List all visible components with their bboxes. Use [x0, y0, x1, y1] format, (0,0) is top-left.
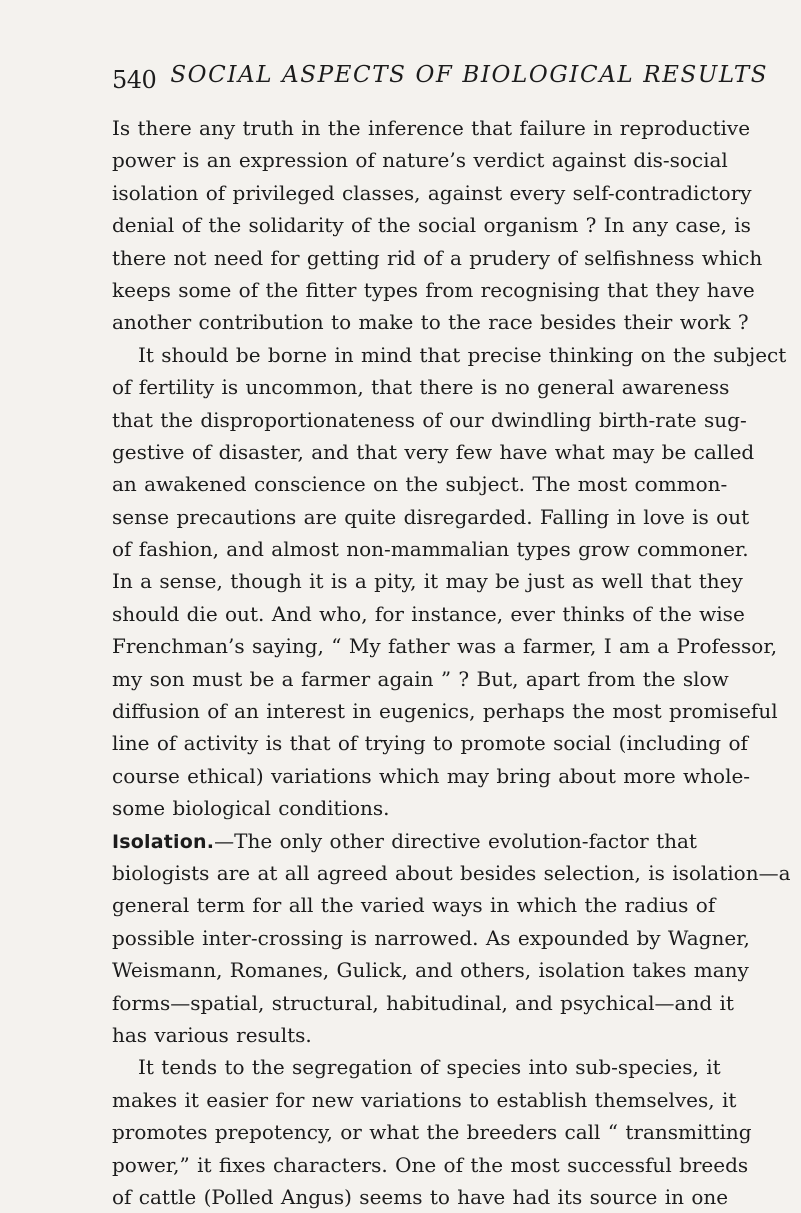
text-line: denial of the solidarity of the social organism ? In any case, is [112, 213, 751, 238]
text-line: another contribution to make to the race besides their work ? [112, 310, 749, 335]
text-line: has various results. [112, 1022, 312, 1047]
text-line: some biological conditions. [112, 796, 390, 821]
paragraph-start-line: It should be borne in mind that precise thinking on the subject [138, 342, 787, 367]
text-line: makes it easier for new variations to establish themselves, it [112, 1087, 737, 1112]
text-line: there not need for getting rid of a prudery of selfishness which [112, 245, 763, 270]
text-line: power is an expression of nature’s verdict against dis-social [112, 148, 728, 173]
text-line: line of activity is that of trying to promote social (including of [112, 731, 748, 756]
text-line: isolation of privileged classes, against every self-contradictory [112, 180, 752, 205]
page-number: 540 [112, 66, 157, 94]
text-line: of fashion, and almost non-mammalian types grow commoner. [112, 537, 749, 562]
running-head [112, 60, 769, 94]
text-line: power,” it fixes characters. One of the most successful breeds [112, 1152, 749, 1177]
text-line: an awakened conscience on the subject. The most common- [112, 472, 728, 497]
text-line: of cattle (Polled Angus) seems to have had its source in one [112, 1184, 729, 1209]
section-label-isolation: Isolation. [112, 830, 215, 853]
text-line: promotes prepotency, or what the breeders call “ transmitting [112, 1120, 752, 1145]
section-heading-text: —The only other directive evolution-factor that [214, 828, 697, 853]
text-line: biologists are at all agreed about besides selection, is isolation—a [112, 860, 791, 885]
text-line: course ethical) variations which may bring about more whole- [112, 763, 751, 788]
text-line: In a sense, though it is a pity, it may be just as well that they [112, 569, 743, 594]
text-line: forms—spatial, structural, habitudinal, and psychical—and it [112, 990, 734, 1015]
body-text [112, 112, 791, 1213]
text-line: of fertility is uncommon, that there is no general awareness [112, 375, 730, 400]
text-line: general term for all the varied ways in which the radius of [112, 893, 716, 918]
text-line: gestive of disaster, and that very few have what may be called [112, 439, 755, 464]
text-line: my son must be a farmer again ” ? But, apart from the slow [112, 666, 729, 691]
paragraph-start-line: It tends to the segregation of species into sub-species, it [138, 1055, 721, 1080]
text-line: that the disproportionateness of our dwindling birth-rate sug- [112, 407, 747, 432]
text-line: Weismann, Romanes, Gulick, and others, isolation takes many [112, 958, 749, 983]
text-line: keeps some of the fitter types from recognising that they have [112, 277, 755, 302]
text-line: sense precautions are quite disregarded. Falling in love is out [112, 504, 750, 529]
running-title: SOCIAL ASPECTS OF BIOLOGICAL RESULTS [170, 62, 769, 88]
text-line: Frenchman’s saying, “ My father was a farmer, I am a Professor, [112, 634, 778, 659]
section-heading-line [112, 825, 742, 857]
text-line: possible inter-crossing is narrowed. As expounded by Wagner, [112, 925, 750, 950]
text-line: diffusion of an interest in eugenics, perhaps the most promiseful [112, 699, 778, 724]
text-line: should die out. And who, for instance, ever thinks of the wise [112, 601, 745, 626]
text-line: Is there any truth in the inference that failure in reproductive [112, 116, 751, 140]
